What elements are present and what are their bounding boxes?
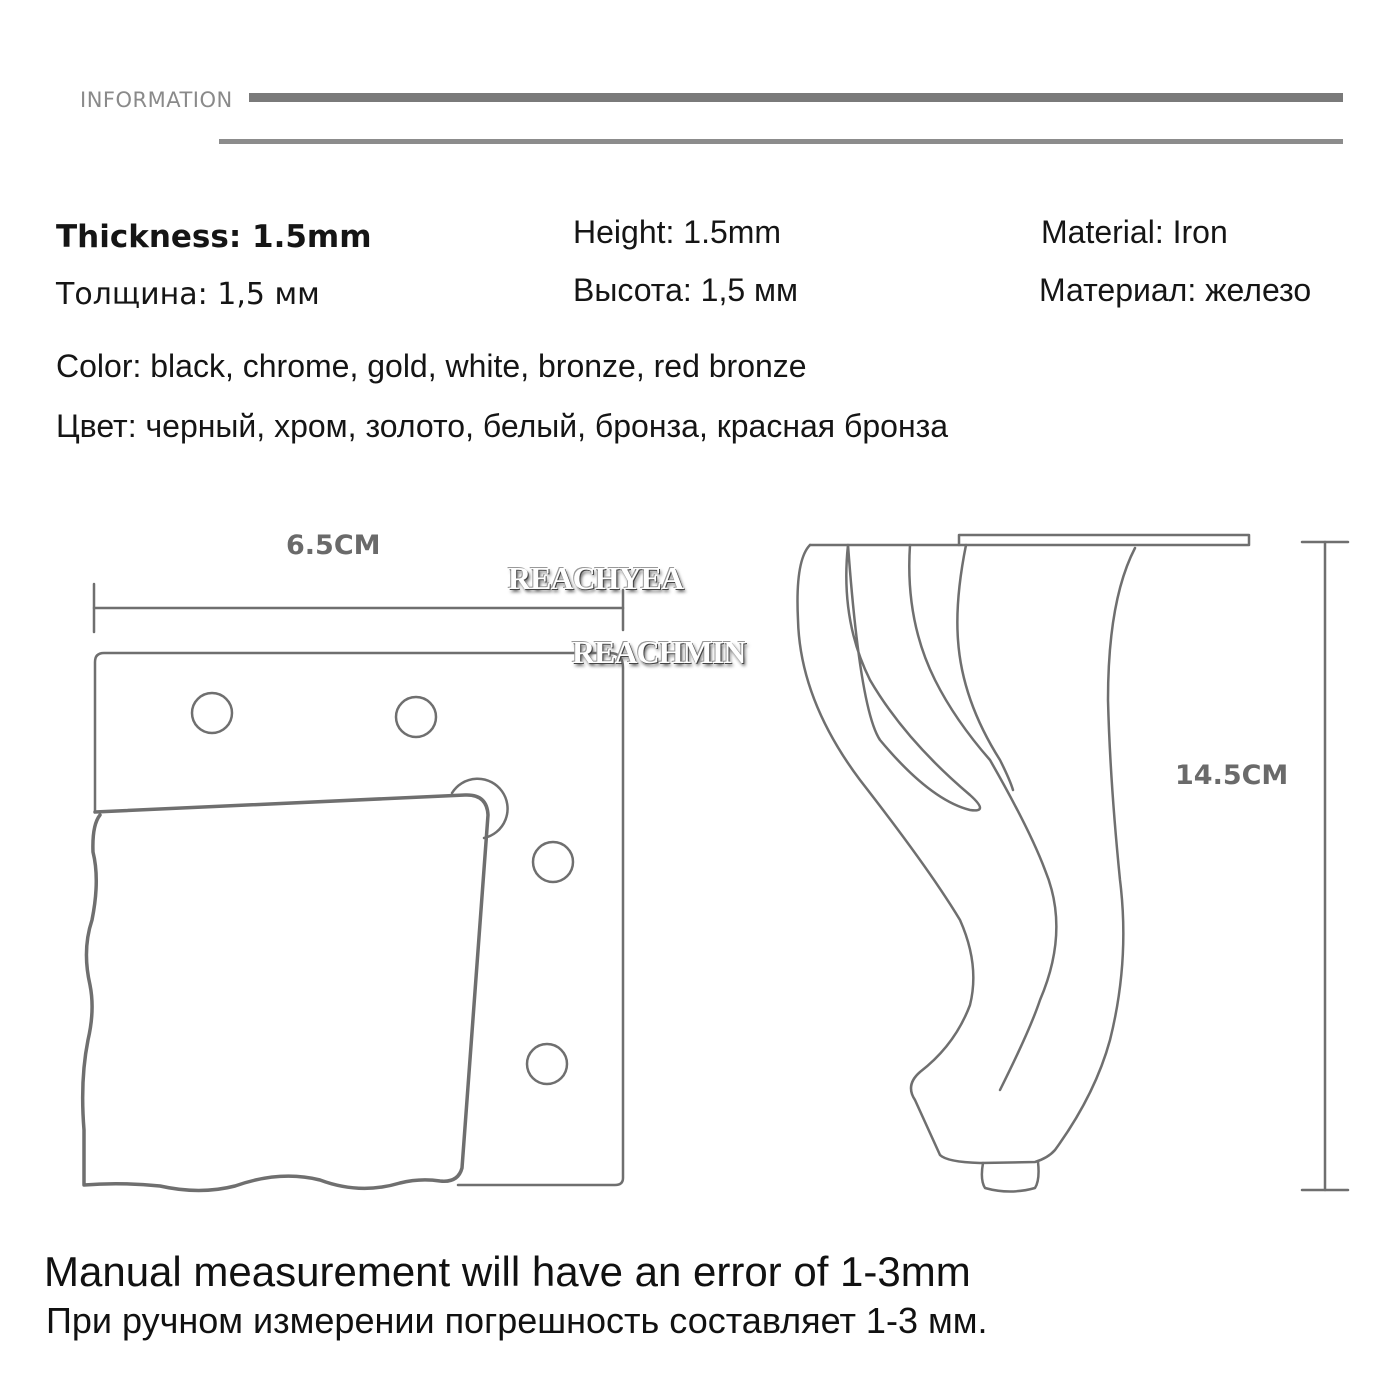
spec-color-en: Color: black, chrome, gold, white, bronze, red bronze <box>56 348 807 384</box>
watermark-reachyea: REACHYEA <box>508 560 684 596</box>
spec-material-ru: Материал: железо <box>1039 272 1312 308</box>
spec-height-ru: Высота: 1,5 мм <box>573 272 799 308</box>
leg-drawing <box>798 535 1250 1192</box>
spec-thickness-en: Thickness: 1.5mm <box>56 219 372 255</box>
height-dimension-line <box>1302 542 1348 1190</box>
furniture-piece-drawing <box>83 795 488 1191</box>
measurement-note-ru: При ручном измерении погрешность составляет 1-3 мм. <box>46 1300 988 1341</box>
bracket-plate-drawing <box>95 653 623 1185</box>
spec-height-en: Height: 1.5mm <box>573 214 782 250</box>
section-label: INFORMATION <box>80 88 233 112</box>
watermark-reachmin: REACHMIN <box>572 634 746 670</box>
spec-material-en: Material: Iron <box>1041 214 1228 250</box>
width-dimension-label: 6.5CM <box>286 530 381 561</box>
measurement-note-en: Manual measurement will have an error of 1-3mm <box>44 1248 971 1295</box>
spec-color-ru: Цвет: черный, хром, золото, белый, бронза, красная бронза <box>56 408 949 444</box>
height-dimension-label: 14.5CM <box>1175 760 1289 791</box>
spec-thickness-ru: Толщина: 1,5 мм <box>56 277 320 312</box>
